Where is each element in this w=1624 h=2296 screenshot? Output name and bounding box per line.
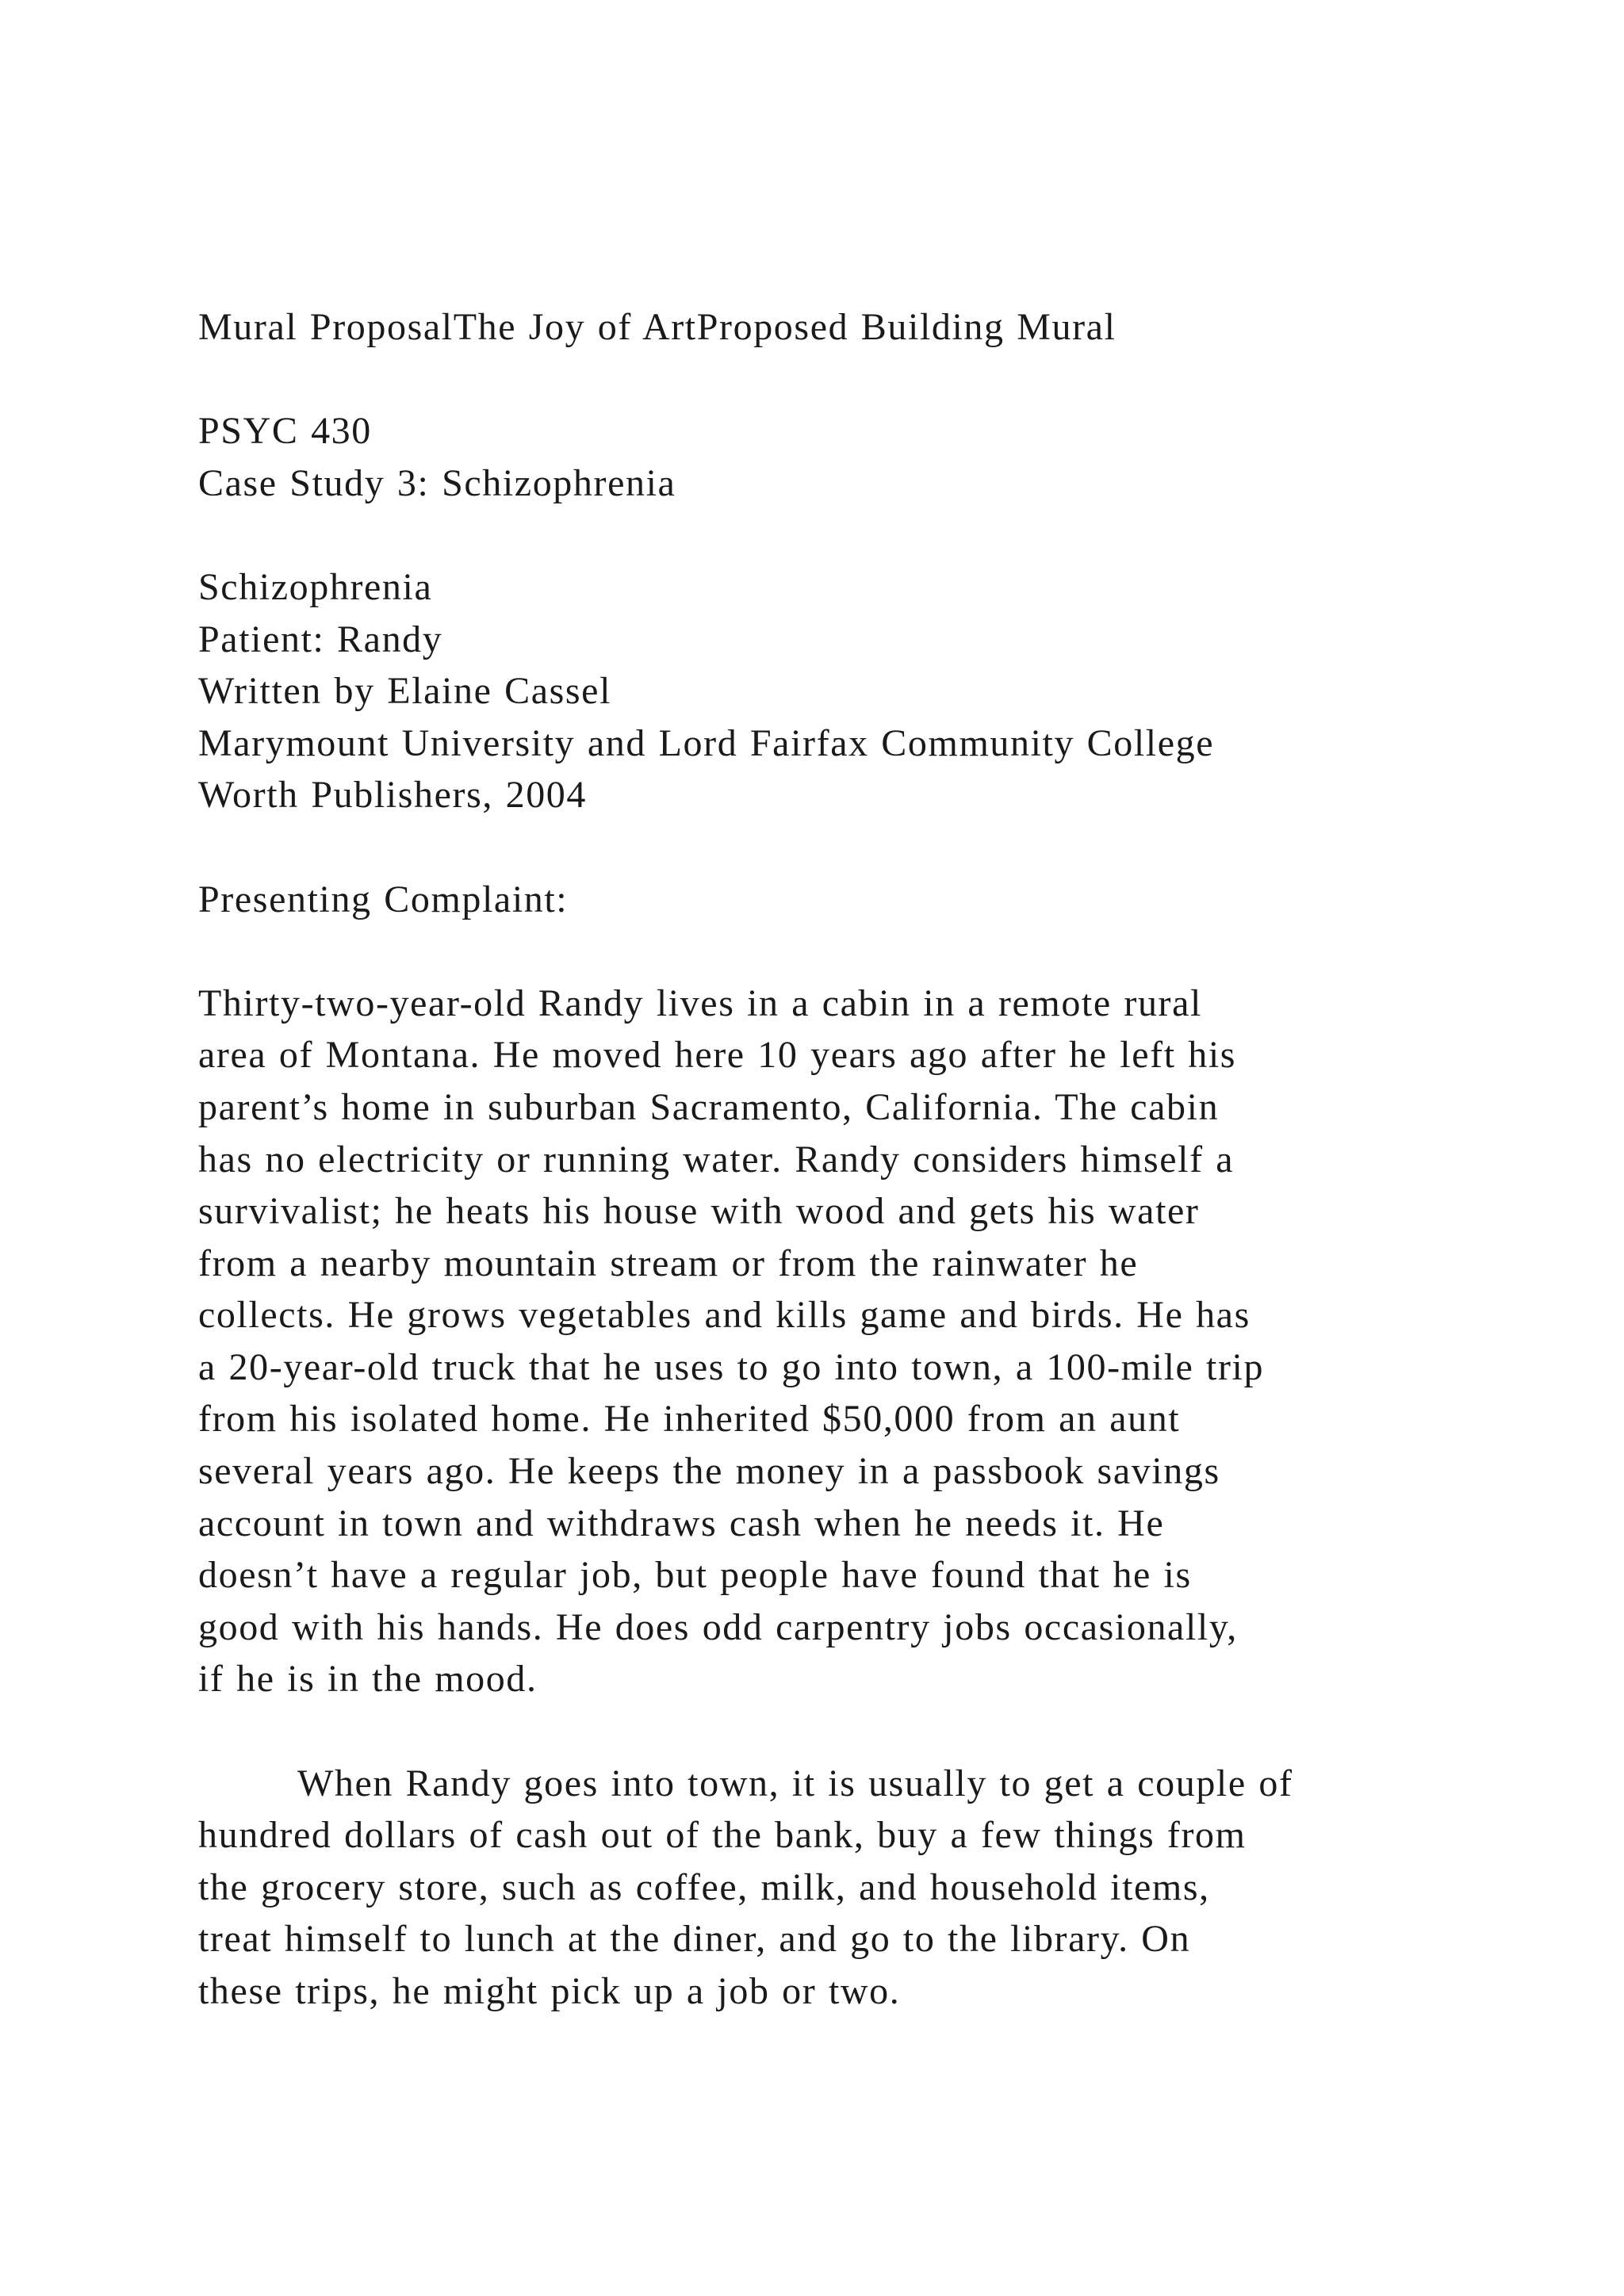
paragraph-line: When Randy goes into town, it is usually to get a couple of [297,1762,1293,1804]
spacer [198,821,1467,874]
spacer [198,509,1467,561]
paragraph-line: parent’s home in suburban Sacramento, California. The cabin [198,1085,1220,1128]
spacer [198,925,1467,978]
paragraph-line: has no electricity or running water. Randy considers himself a [198,1138,1235,1181]
case-study-title: Case Study 3: Schizophrenia [198,461,676,504]
paragraph-line: good with his hands. He does odd carpentry jobs occasionally, [198,1605,1238,1648]
paragraph-line: area of Montana. He moved here 10 years ago after he left his [198,1034,1237,1077]
paragraph-line: if he is in the mood. [198,1658,538,1701]
paragraph-2 [198,1758,1467,2018]
patient-name: Patient: Randy [198,618,443,660]
paragraph-line: the grocery store, such as coffee, milk, and household items, [198,1866,1210,1908]
publisher-line: Worth Publishers, 2004 [198,774,587,817]
affiliation-line: Marymount University and Lord Fairfax Community College [198,721,1215,764]
author-line: Written by Elaine Cassel [198,670,612,713]
paragraph-line: from a nearby mountain stream or from the rainwater he [198,1242,1139,1284]
paragraph-line: doesn’t have a regular job, but people have found that he is [198,1554,1192,1597]
paragraph-line: treat himself to lunch at the diner, and go to the library. On [198,1918,1191,1961]
paragraph-line: a 20-year-old truck that he uses to go into town, a 100-mile trip [198,1345,1265,1388]
course-code: PSYC 430 [198,410,372,453]
paragraph-line: hundred dollars of cash out of the bank, buy a few things from [198,1814,1247,1857]
paragraph-line: survivalist; he heats his house with wood and gets his water [198,1190,1200,1233]
spacer [198,1705,1467,1758]
paragraph-line: Thirty-two-year-old Randy lives in a cabin in a remote rural [198,982,1202,1024]
document-title: Mural ProposalThe Joy of ArtProposed Building Mural [198,306,1116,348]
paragraph-line: these trips, he might pick up a job or two. [198,1970,901,2012]
paragraph-line: collects. He grows vegetables and kills game and birds. He has [198,1294,1251,1337]
document-body [198,301,1467,2018]
topic-heading: Schizophrenia [198,565,433,608]
section-heading: Presenting Complaint: [198,878,569,920]
paragraph-line: account in town and withdraws cash when he needs it. He [198,1502,1165,1544]
spacer [198,354,1467,406]
paragraph-line: several years ago. He keeps the money in a passbook savings [198,1450,1220,1493]
paragraph-1 [198,978,1467,1705]
paragraph-line: from his isolated home. He inherited $50,000 from an aunt [198,1398,1181,1441]
